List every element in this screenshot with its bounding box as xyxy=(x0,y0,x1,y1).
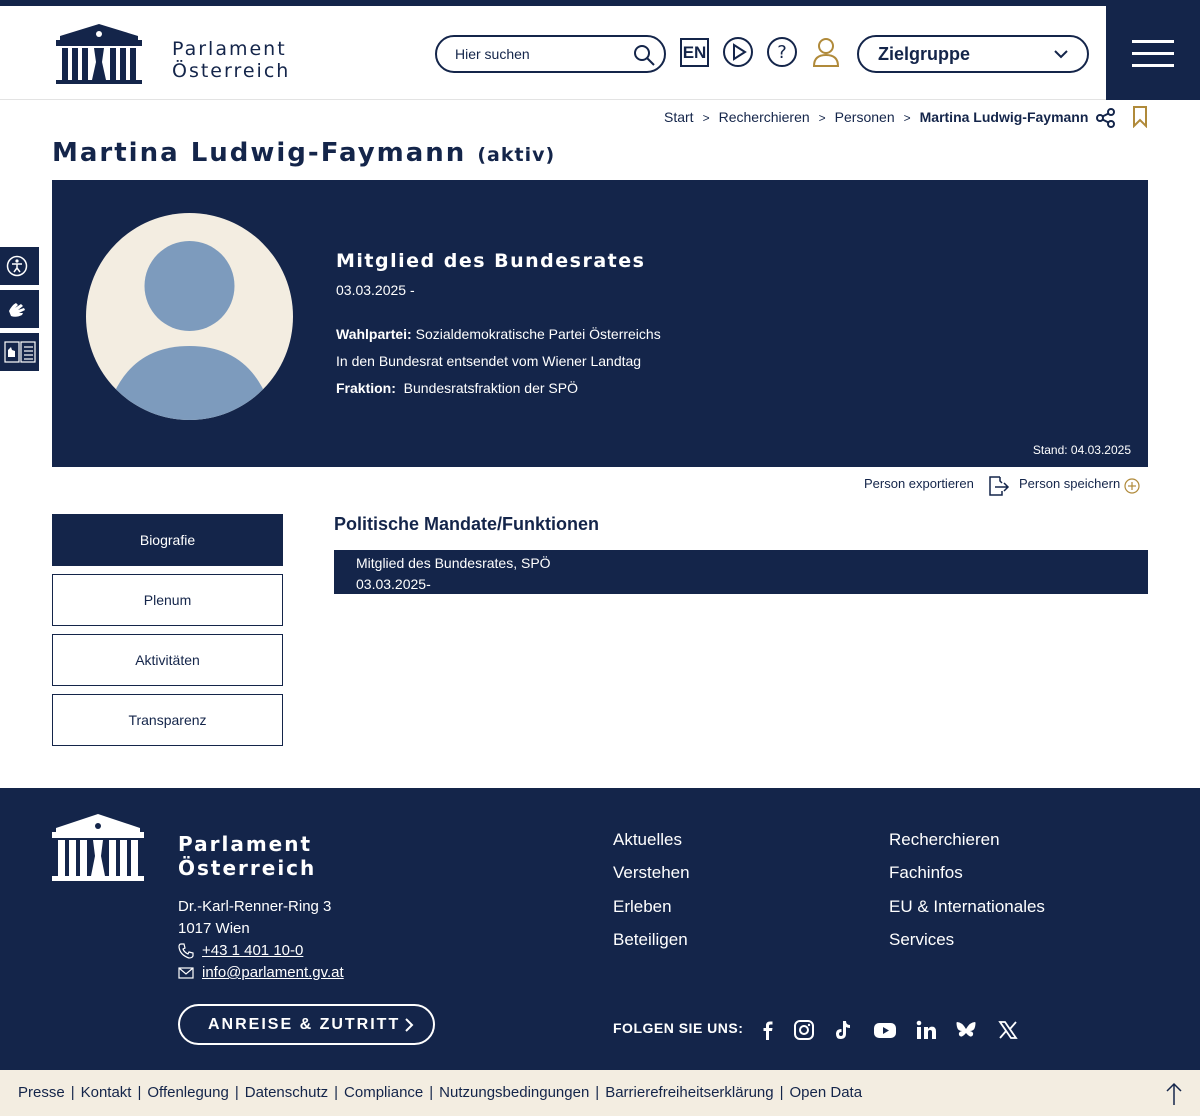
linkedin-icon[interactable] xyxy=(915,1019,937,1041)
follow-us-label: FOLGEN SIE UNS: xyxy=(613,1020,744,1036)
site-header xyxy=(0,6,1200,100)
legal-link-nutzungsbedingungen[interactable]: Nutzungsbedingungen xyxy=(439,1084,590,1101)
save-person-link[interactable]: Person speichern xyxy=(1019,476,1121,491)
footer-logo-text[interactable] xyxy=(178,832,316,880)
site-footer xyxy=(0,788,1200,1070)
menu-line xyxy=(1132,64,1174,67)
footer-link-erleben[interactable]: Erleben xyxy=(613,897,672,916)
audience-dropdown[interactable] xyxy=(857,35,1089,73)
instagram-icon[interactable] xyxy=(793,1019,815,1041)
footer-link-services[interactable]: Services xyxy=(889,930,955,949)
footer-link-recherchieren[interactable]: Recherchieren xyxy=(889,830,1000,849)
legal-separator: | xyxy=(70,1084,75,1101)
breadcrumb xyxy=(664,109,1088,125)
breadcrumb-separator: > xyxy=(903,111,911,125)
stand-date: Stand: 04.03.2025 xyxy=(1032,443,1131,457)
sign-language-button[interactable] xyxy=(0,290,39,328)
person-since: 03.03.2025 - xyxy=(336,282,415,298)
breadcrumb-recherchieren[interactable]: Recherchieren xyxy=(718,109,810,125)
email-link[interactable]: info@parlament.gv.at xyxy=(202,964,344,981)
language-switch-button[interactable]: EN xyxy=(680,38,709,67)
page-title xyxy=(52,138,555,168)
breadcrumb-current: Martina Ludwig-Faymann xyxy=(919,109,1089,125)
party-info xyxy=(336,326,661,342)
tab-aktivitaeten[interactable]: Aktivitäten xyxy=(52,634,283,686)
legal-separator: | xyxy=(779,1084,784,1101)
mandate-title: Mitglied des Bundesrates, SPÖ xyxy=(356,555,551,571)
tab-biografie[interactable]: Biografie xyxy=(52,514,283,566)
chevron-right-icon xyxy=(403,1018,415,1032)
legal-bar xyxy=(0,1070,1200,1116)
hamburger-menu-button[interactable] xyxy=(1106,0,1200,100)
plus-circle-icon[interactable] xyxy=(1124,478,1140,494)
phone-link[interactable]: +43 1 401 10-0 xyxy=(202,942,304,959)
footer-link-fachinfos[interactable]: Fachinfos xyxy=(889,863,963,882)
legal-link-open-data[interactable]: Open Data xyxy=(789,1084,863,1101)
accessibility-button[interactable] xyxy=(0,247,39,285)
chevron-down-icon xyxy=(1053,46,1069,62)
mandates-title: Politische Mandate/Funktionen xyxy=(334,514,600,534)
easy-language-button[interactable] xyxy=(0,333,39,371)
help-icon[interactable] xyxy=(766,36,798,68)
accessibility-icon xyxy=(6,255,28,277)
logo-text[interactable] xyxy=(172,38,290,82)
travel-access-button[interactable] xyxy=(178,1004,435,1045)
phone-icon xyxy=(178,943,194,959)
x-icon[interactable] xyxy=(997,1019,1019,1041)
faction-value: Bundesratsfraktion der SPÖ xyxy=(403,380,578,396)
mandate-date: 03.03.2025- xyxy=(356,576,431,592)
easy-language-icon xyxy=(4,341,36,363)
youtube-icon[interactable] xyxy=(873,1019,897,1041)
footer-link-verstehen[interactable]: Verstehen xyxy=(613,863,690,882)
search-icon[interactable] xyxy=(632,43,656,67)
breadcrumb-personen[interactable]: Personen xyxy=(834,109,895,125)
share-icon[interactable] xyxy=(1096,108,1116,128)
legal-separator: | xyxy=(595,1084,600,1101)
svg-text:?: ? xyxy=(777,42,787,63)
tiktok-icon[interactable] xyxy=(832,1019,854,1041)
party-value: Sozialdemokratische Partei Österreichs xyxy=(415,326,661,342)
play-icon[interactable] xyxy=(722,36,754,68)
legal-link-barrierefreiheit[interactable]: Barrierefreiheitserklärung xyxy=(605,1084,774,1101)
parliament-logo[interactable] xyxy=(56,22,142,84)
tab-transparenz[interactable]: Transparenz xyxy=(52,694,283,746)
bluesky-icon[interactable] xyxy=(955,1019,977,1041)
breadcrumb-separator: > xyxy=(818,111,826,125)
legal-link-datenschutz[interactable]: Datenschutz xyxy=(244,1084,329,1101)
logo-line-1: Parlament xyxy=(172,38,287,60)
avatar xyxy=(86,213,293,420)
export-icon[interactable] xyxy=(986,474,1010,498)
person-status: (aktiv) xyxy=(477,144,556,166)
breadcrumb-separator: > xyxy=(702,111,710,125)
party-label: Wahlpartei: xyxy=(336,326,412,342)
search-box xyxy=(435,35,666,73)
legal-link-kontakt[interactable]: Kontakt xyxy=(80,1084,132,1101)
footer-link-beteiligen[interactable]: Beteiligen xyxy=(613,930,688,949)
legal-separator: | xyxy=(334,1084,339,1101)
travel-access-label: ANREISE & ZUTRITT xyxy=(208,1016,401,1033)
legal-separator: | xyxy=(137,1084,142,1101)
footer-logo-line-1: Parlament xyxy=(178,832,313,856)
delegated-info: In den Bundesrat entsendet vom Wiener Landtag xyxy=(336,353,642,369)
mandate-item xyxy=(334,550,1148,594)
sign-language-icon xyxy=(6,297,30,321)
profile-banner xyxy=(52,180,1148,467)
footer-link-aktuelles[interactable]: Aktuelles xyxy=(613,830,682,849)
legal-separator: | xyxy=(429,1084,434,1101)
breadcrumb-start[interactable]: Start xyxy=(664,109,694,125)
logo-line-2: Österreich xyxy=(172,60,291,82)
arrow-up-icon[interactable] xyxy=(1164,1082,1184,1106)
menu-line xyxy=(1132,52,1174,55)
legal-separator: | xyxy=(234,1084,239,1101)
legal-link-presse[interactable]: Presse xyxy=(18,1084,65,1101)
footer-logo-line-2: Österreich xyxy=(178,856,317,880)
address-city: 1017 Wien xyxy=(178,920,250,937)
facebook-icon[interactable] xyxy=(757,1019,779,1041)
footer-parliament-logo[interactable] xyxy=(52,812,144,882)
audience-label: Zielgruppe xyxy=(878,44,971,64)
user-icon[interactable] xyxy=(810,36,842,68)
menu-line xyxy=(1132,40,1174,43)
mail-icon xyxy=(178,965,194,981)
faction-label: Fraktion: xyxy=(336,380,396,396)
legal-link-compliance[interactable]: Compliance xyxy=(344,1084,424,1101)
export-person-link[interactable]: Person exportieren xyxy=(864,476,974,491)
footer-link-eu-internationales[interactable]: EU & Internationales xyxy=(889,897,1045,916)
tab-plenum[interactable]: Plenum xyxy=(52,574,283,626)
avatar-placeholder-icon xyxy=(86,213,293,420)
person-role: Mitglied des Bundesrates xyxy=(336,250,646,272)
person-name: Martina Ludwig-Faymann xyxy=(52,138,467,168)
search-input[interactable] xyxy=(455,46,625,62)
bookmark-icon[interactable] xyxy=(1132,106,1148,128)
faction-info xyxy=(336,380,578,396)
legal-link-offenlegung[interactable]: Offenlegung xyxy=(147,1084,229,1101)
legal-links xyxy=(18,1084,862,1101)
address-street: Dr.-Karl-Renner-Ring 3 xyxy=(178,898,332,915)
